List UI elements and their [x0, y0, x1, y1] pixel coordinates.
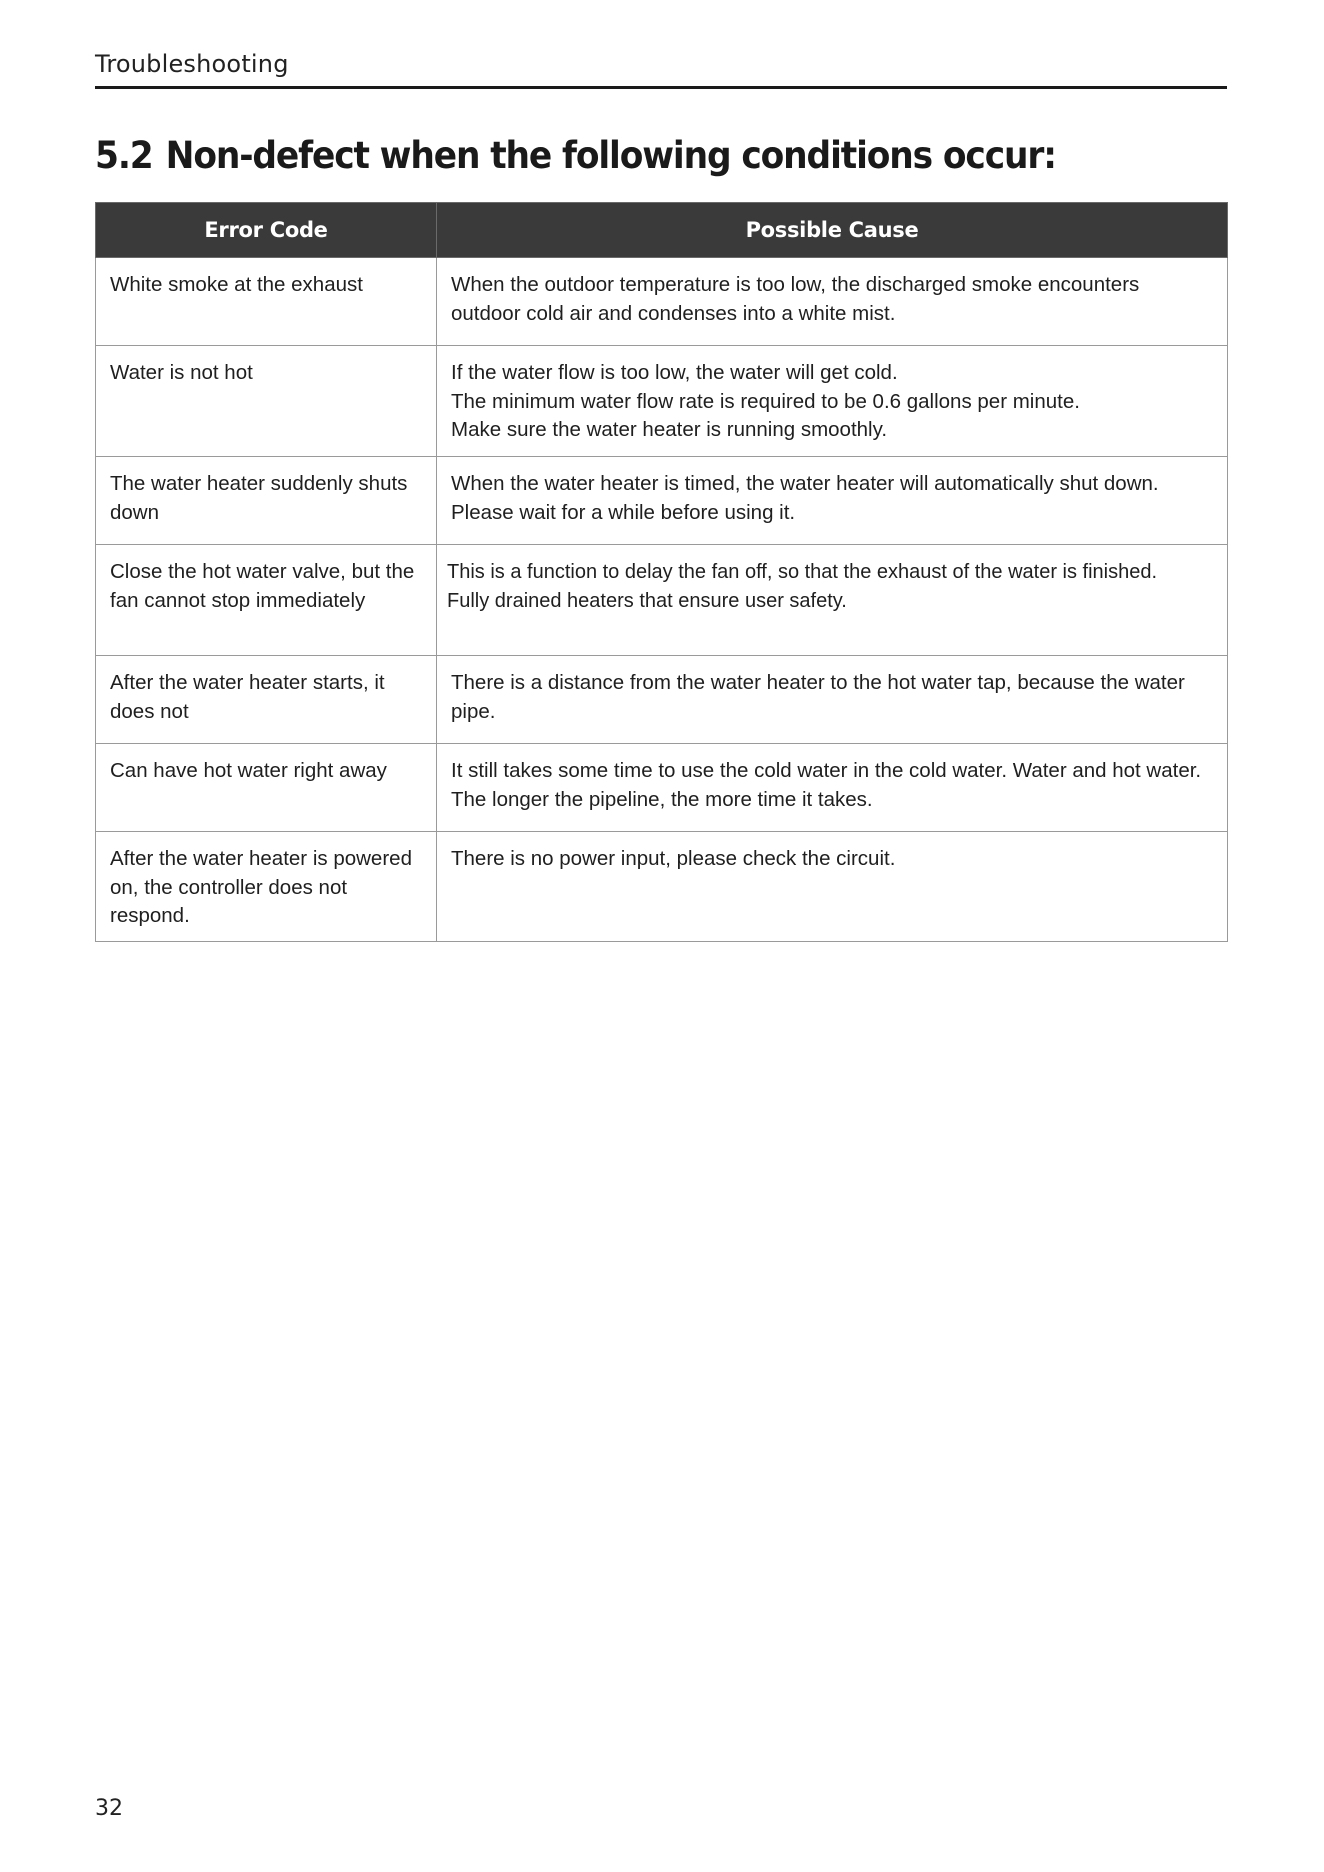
- cause-line: When the water heater is timed, the water heater will automatically shut down.: [451, 472, 1159, 495]
- section-title: [95, 134, 1056, 177]
- cause-line: Please wait for a while before using it.: [451, 500, 796, 524]
- column-header-error-code: Error Code: [96, 203, 437, 258]
- error-code-cell: White smoke at the exhaust: [96, 258, 437, 346]
- cause-line: This is a function to delay the fan off, so that the exhaust of the water is finished.: [447, 561, 1158, 583]
- cause-line: Make sure the water heater is running smoothly.: [451, 418, 888, 441]
- running-header: Troubleshooting: [95, 50, 289, 78]
- page-number: 32: [95, 1796, 123, 1821]
- possible-cause-cell: [437, 457, 1228, 545]
- cause-line: Fully drained heaters that ensure user safety.: [447, 589, 847, 612]
- section-number: 5.2: [95, 134, 153, 177]
- table-row: [96, 656, 1228, 744]
- table-header-row: [96, 203, 1228, 258]
- cause-line: If the water flow is too low, the water will get cold.: [451, 361, 898, 384]
- table-row: [96, 545, 1228, 656]
- section-title-text: Non-defect when the following conditions occur:: [165, 134, 1056, 177]
- troubleshooting-table: [95, 202, 1228, 942]
- possible-cause-cell: [437, 258, 1228, 346]
- error-code-cell: After the water heater is powered on, the controller does not respond.: [96, 832, 437, 942]
- error-code-cell: The water heater suddenly shuts down: [96, 457, 437, 545]
- cause-line: It still takes some time to use the cold water in the cold water. Water and hot water. The longer the pipeline, the more time it takes.: [451, 759, 1202, 811]
- table-row: [96, 346, 1228, 457]
- table-row: [96, 744, 1228, 832]
- header-rule: [95, 86, 1227, 89]
- error-code-cell: After the water heater starts, it does not: [96, 656, 437, 744]
- table-row: [96, 457, 1228, 545]
- cause-line: The minimum water flow rate is required to be 0.6 gallons per minute.: [451, 389, 1080, 413]
- possible-cause-cell: [437, 545, 1228, 656]
- cause-line: When the outdoor temperature is too low, the discharged smoke encounters outdoor cold air and condenses into a white mist.: [451, 273, 1140, 325]
- table-row: [96, 258, 1228, 346]
- possible-cause-cell: [437, 832, 1228, 942]
- column-header-possible-cause: Possible Cause: [437, 203, 1228, 258]
- error-code-cell: Water is not hot: [96, 346, 437, 457]
- possible-cause-cell: [437, 346, 1228, 457]
- possible-cause-cell: [437, 744, 1228, 832]
- cause-line: There is no power input, please check the circuit.: [451, 847, 896, 870]
- error-code-cell: Close the hot water valve, but the fan cannot stop immediately: [96, 545, 437, 656]
- cause-line: There is a distance from the water heater to the hot water tap, because the water pipe.: [451, 671, 1185, 723]
- table-row: [96, 832, 1228, 942]
- possible-cause-cell: [437, 656, 1228, 744]
- error-code-cell: Can have hot water right away: [96, 744, 437, 832]
